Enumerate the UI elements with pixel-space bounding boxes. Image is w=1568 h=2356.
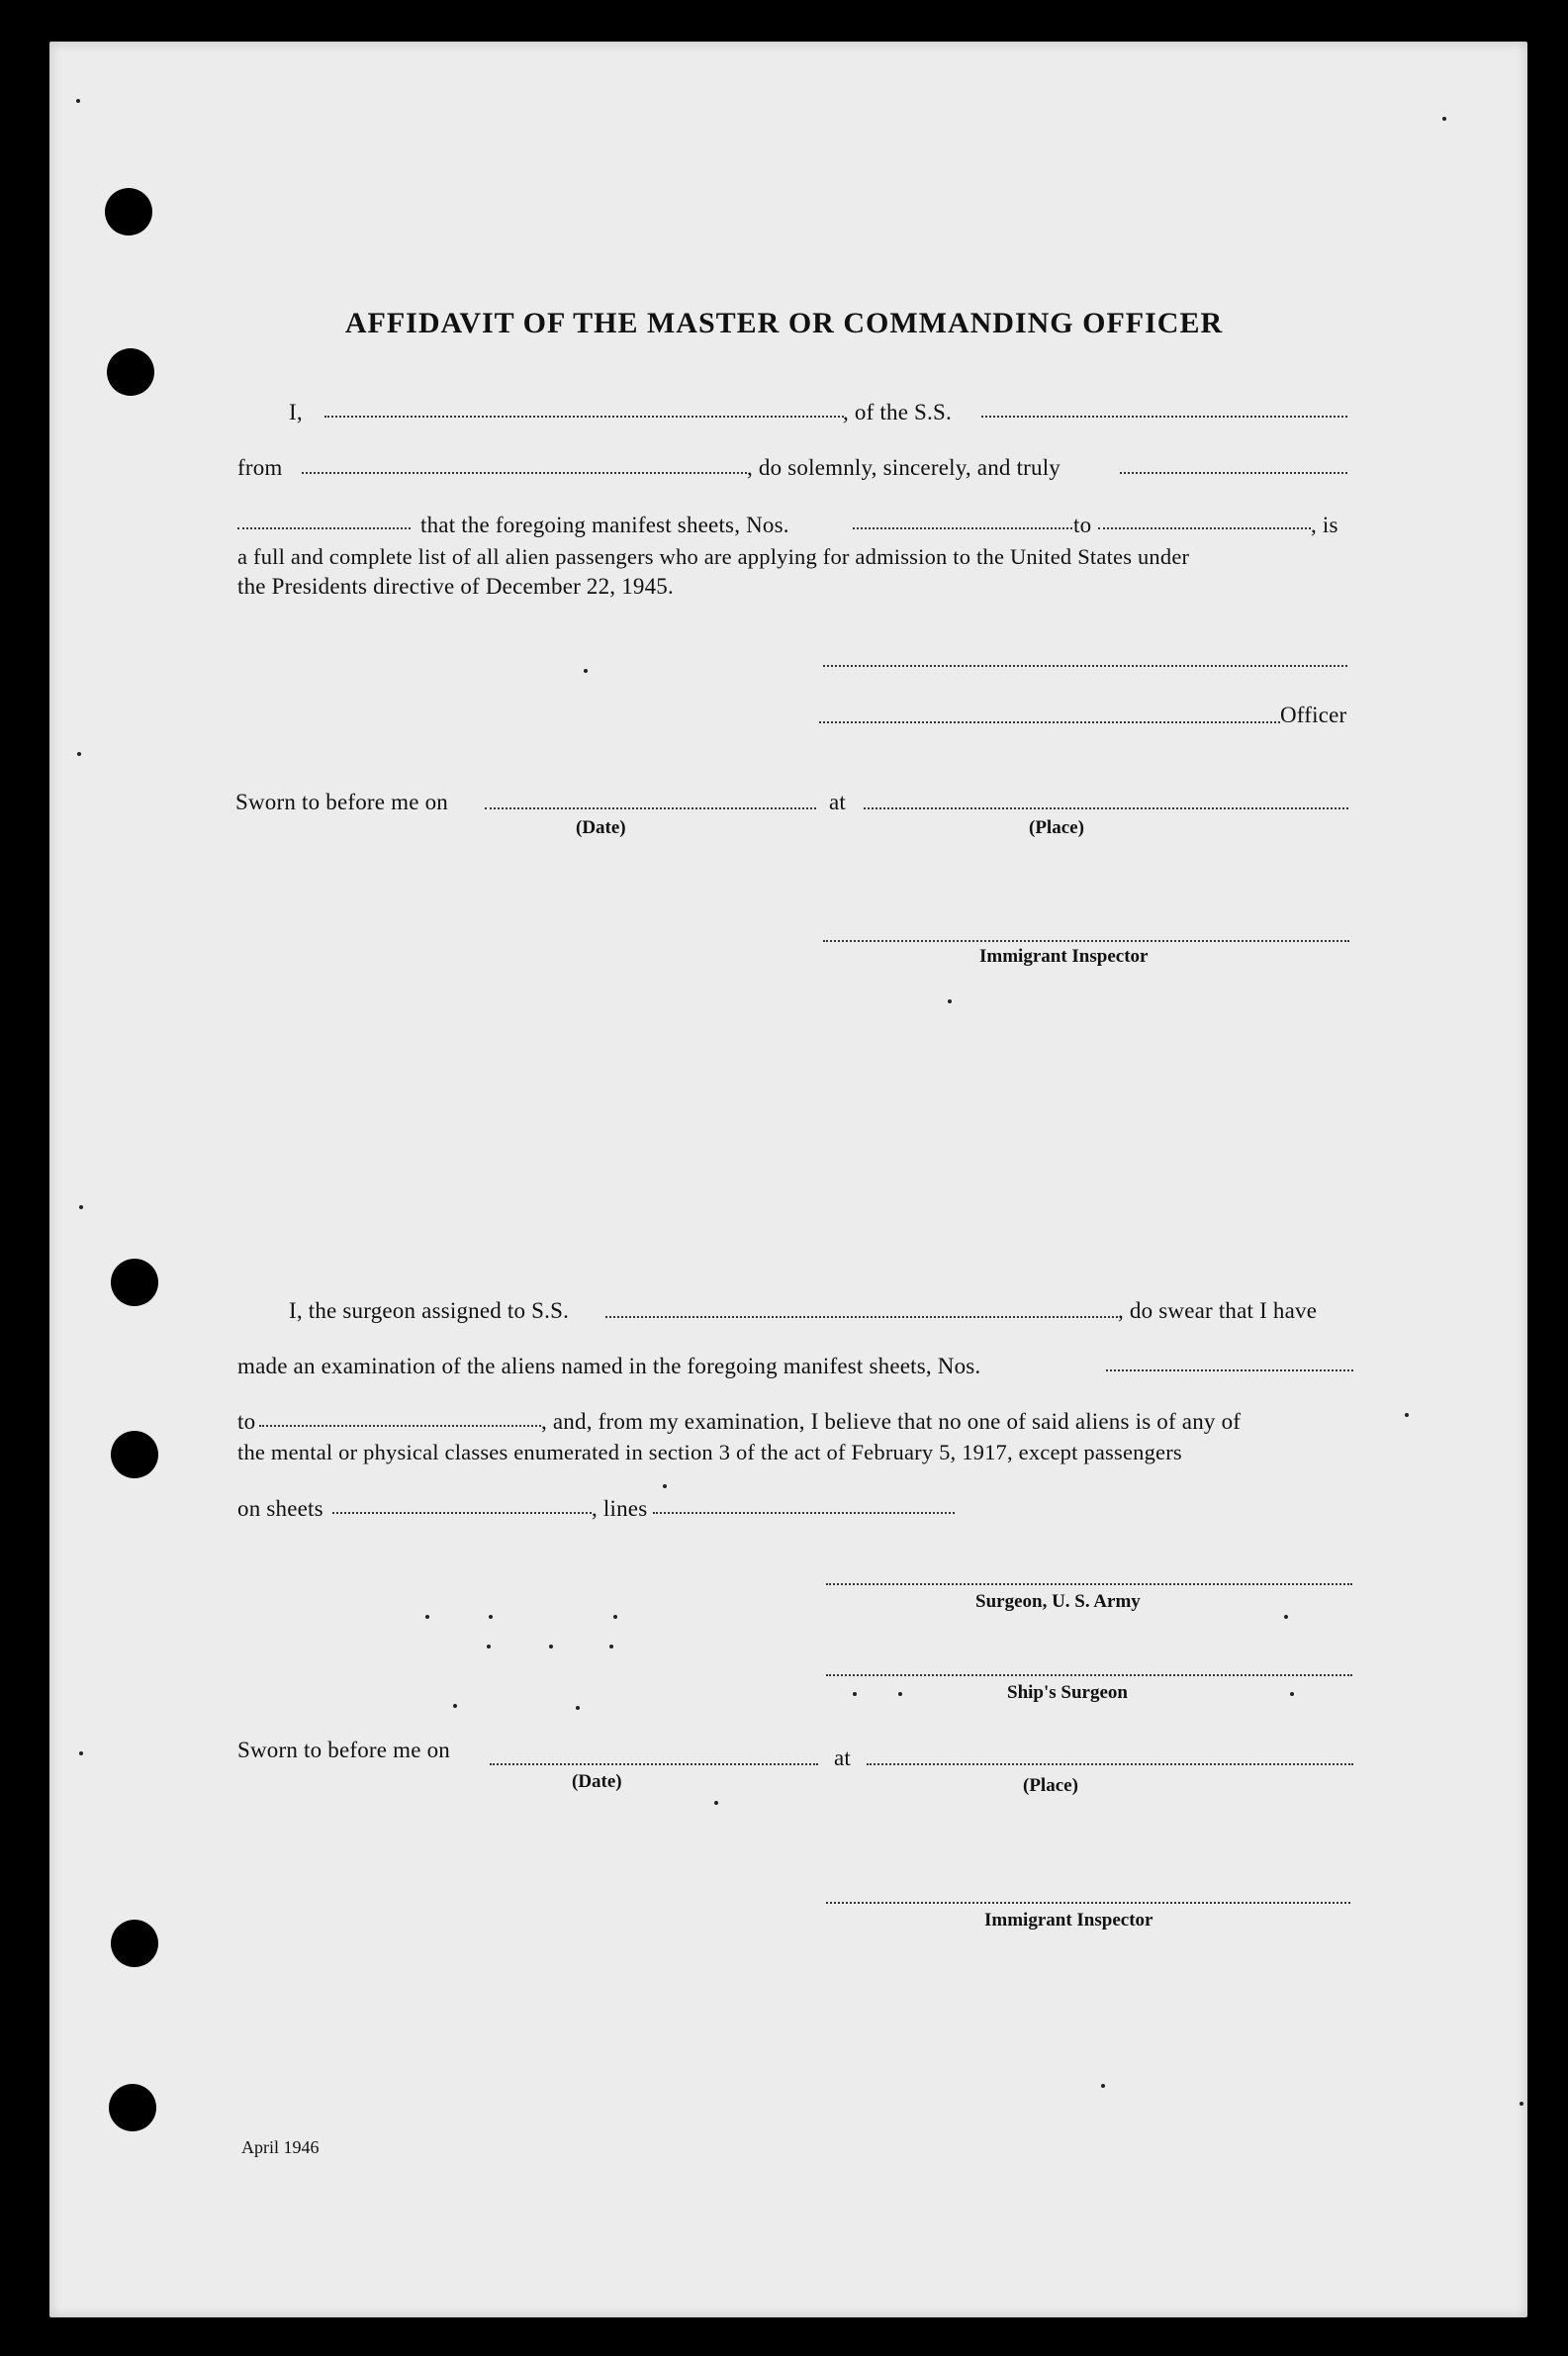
master-name-field[interactable] [324, 416, 844, 418]
scan-speck [79, 1751, 83, 1755]
surgeon-ship-field[interactable] [605, 1316, 1118, 1318]
master-line1-i: I, [289, 400, 303, 424]
scan-speck [487, 1645, 491, 1649]
scan-speck [1290, 1692, 1294, 1696]
surgeon-sheet-from-field[interactable] [1106, 1369, 1353, 1371]
officer-label: Officer [1280, 703, 1347, 727]
scan-speck [1405, 1413, 1409, 1417]
swear-continued-field[interactable] [237, 527, 411, 529]
surgeon-sheet-to-field[interactable] [259, 1425, 541, 1427]
master-line3-is: , is [1311, 513, 1338, 537]
surgeon-line5-sheets: on sheets [237, 1496, 323, 1521]
scan-speck [714, 1801, 718, 1805]
scan-speck [453, 1704, 457, 1708]
ship-name-field[interactable] [981, 416, 1347, 418]
scan-speck [609, 1645, 613, 1649]
surgeon-line3-to: to [237, 1409, 256, 1434]
army-surgeon-label: Surgeon, U. S. Army [975, 1591, 1141, 1612]
swear-field[interactable] [1120, 472, 1347, 474]
master-line2-from: from [237, 455, 283, 480]
master-line3-to: to [1073, 513, 1092, 537]
master-inspector-label: Immigrant Inspector [979, 946, 1149, 967]
master-sworn-at: at [829, 790, 846, 814]
scan-speck [613, 1615, 617, 1619]
master-line2-solemnly: , do solemnly, sincerely, and truly [747, 455, 1061, 480]
scan-speck [549, 1645, 553, 1649]
scan-speck [663, 1484, 667, 1488]
surgeon-line2: made an examination of the aliens named in the foregoing manifest sheets, Nos. [237, 1354, 981, 1378]
punch-hole [109, 2084, 156, 2131]
punch-hole [111, 1920, 158, 1967]
surgeon-sheets-field[interactable] [332, 1512, 592, 1514]
form-page [49, 42, 1527, 2317]
from-port-field[interactable] [302, 472, 747, 474]
scan-speck [1284, 1615, 1288, 1619]
surgeon-sworn-place-field[interactable] [867, 1763, 1353, 1765]
surgeon-sworn-at: at [834, 1745, 851, 1770]
surgeon-place-caption: (Place) [1023, 1775, 1078, 1796]
surgeon-line1-end: , do swear that I have [1118, 1298, 1318, 1323]
surgeon-line4: the mental or physical classes enumerated in section 3 of the act of February 5, 1917, except passengers [237, 1440, 1182, 1464]
surgeon-sworn-label: Sworn to before me on [237, 1738, 450, 1762]
master-line5: the Presidents directive of December 22, 1945. [237, 574, 674, 599]
surgeon-sworn-date-field[interactable] [490, 1763, 818, 1765]
ship-surgeon-label: Ship's Surgeon [1007, 1682, 1128, 1703]
sheet-to-field[interactable] [1098, 527, 1311, 529]
officer-signature-line1[interactable] [823, 665, 1347, 667]
scan-speck [1442, 117, 1446, 121]
form-date-footer: April 1946 [241, 2137, 320, 2157]
sheet-from-field[interactable] [853, 527, 1072, 529]
master-date-caption: (Date) [576, 817, 626, 838]
punch-hole [107, 348, 154, 396]
punch-hole [111, 1431, 158, 1478]
scan-speck [79, 1205, 83, 1209]
master-line4: a full and complete list of all alien passengers who are applying for admission to the United States under [237, 544, 1190, 569]
punch-hole [111, 1259, 158, 1306]
ship-surgeon-signature[interactable] [826, 1674, 1352, 1676]
scan-speck [1101, 2084, 1105, 2088]
master-sworn-place-field[interactable] [864, 807, 1348, 809]
scan-speck [77, 752, 81, 756]
scan-speck [898, 1692, 902, 1696]
surgeon-lines-field[interactable] [653, 1512, 955, 1514]
army-surgeon-signature[interactable] [826, 1583, 1352, 1585]
scan-speck [76, 99, 80, 103]
master-line1-ss: , of the S.S. [843, 400, 952, 424]
scan-speck [576, 1706, 580, 1710]
master-place-caption: (Place) [1029, 817, 1084, 838]
master-sworn-date-field[interactable] [485, 807, 816, 809]
scan-speck [584, 669, 588, 673]
officer-signature-line2[interactable] [819, 721, 1280, 723]
surgeon-date-caption: (Date) [572, 1771, 622, 1792]
master-sworn-label: Sworn to before me on [235, 790, 448, 814]
punch-hole [105, 188, 152, 236]
master-line3-that: that the foregoing manifest sheets, Nos. [420, 513, 789, 537]
scan-speck [425, 1615, 429, 1619]
surgeon-line1-start: I, the surgeon assigned to S.S. [289, 1298, 570, 1323]
scan-speck [1520, 2102, 1523, 2106]
master-inspector-signature[interactable] [823, 940, 1349, 942]
scan-speck [853, 1692, 857, 1696]
scan-speck [948, 999, 952, 1003]
surgeon-inspector-label: Immigrant Inspector [984, 1910, 1153, 1931]
surgeon-line5-lines: , lines [592, 1496, 648, 1521]
scan-speck [489, 1615, 493, 1619]
form-title: AFFIDAVIT OF THE MASTER OR COMMANDING OFFICER [344, 307, 1224, 339]
surgeon-line3-rest: , and, from my examination, I believe that no one of said aliens is of any of [541, 1409, 1242, 1434]
surgeon-inspector-signature[interactable] [826, 1902, 1350, 1904]
